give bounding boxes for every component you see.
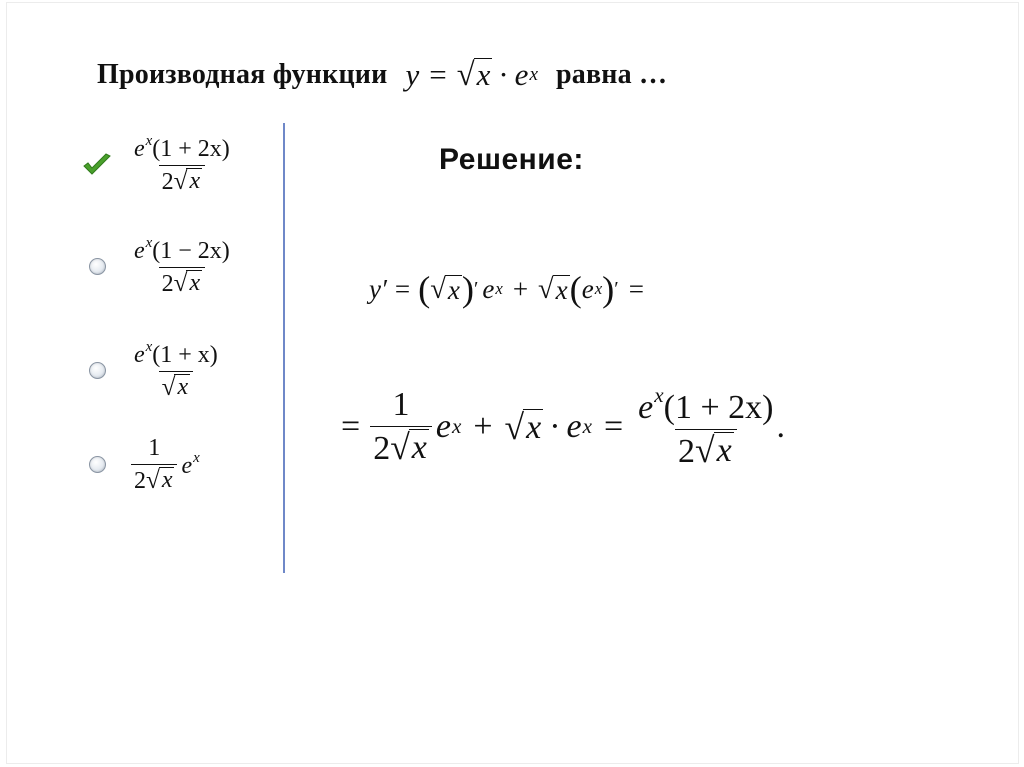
solution-line-2: = 1 2 √ x e x + √ x · e x = $e^x(1 + 2x)$ 2 √ x . [341,383,785,470]
fraction-denominator: √ x [159,371,193,402]
radio-icon[interactable] [89,362,106,379]
sqrt-sign-icon: √ [456,57,475,94]
fraction-numerator: $e^x(1 - 2x)$ [134,235,230,265]
option-fraction [131,339,221,402]
formula-base: e [514,57,529,92]
fraction-denominator: 2 √ x [159,165,205,196]
answer-option-1[interactable] [77,133,233,196]
answer-option-2[interactable] [77,235,233,298]
answer-option-4[interactable] [77,435,200,495]
answer-marker[interactable] [77,356,117,386]
option-fraction [131,235,233,298]
question-text-after: равна … [555,59,668,90]
answer-option-3[interactable] [77,339,221,402]
question-formula [405,57,538,93]
fraction-numerator: 1 [148,435,161,461]
answer-marker[interactable] [77,150,117,180]
slide [6,2,1019,764]
solution-title: Решение: [439,143,584,176]
fraction-denominator: 2 √ x [159,267,205,298]
formula-dot: · [498,57,509,92]
vertical-divider [283,123,285,573]
answer-marker[interactable] [77,450,117,480]
radio-icon[interactable] [89,258,106,275]
formula-sqrt [457,58,493,92]
fraction-denominator: 2 √ x [131,464,177,495]
answer-marker[interactable] [77,252,117,282]
formula-y: y [405,57,420,92]
formula-eq: = [429,57,447,92]
question [97,45,667,105]
option-fraction [131,435,177,495]
option-fraction [131,133,233,196]
fraction-numerator: $e^x(1 + x)$ [134,339,218,369]
formula-exp: x [529,64,538,85]
fraction-numerator: $e^x(1 + 2x)$ [134,133,230,163]
question-text-before: Производная функции [97,59,388,90]
radio-icon[interactable] [89,456,106,473]
checkmark-icon [82,153,112,177]
sqrt-arg: x [474,58,493,92]
solution-fraction-1: 1 2 √ x [370,386,432,468]
option-tail: $e^x$ [181,449,200,480]
solution-line-1: y′ = ( √ x ) ′ e x + √ x ( e x ) ′ = [369,269,644,309]
solution-fraction-2: $e^x(1 + 2x)$ 2 √ x [638,383,774,470]
